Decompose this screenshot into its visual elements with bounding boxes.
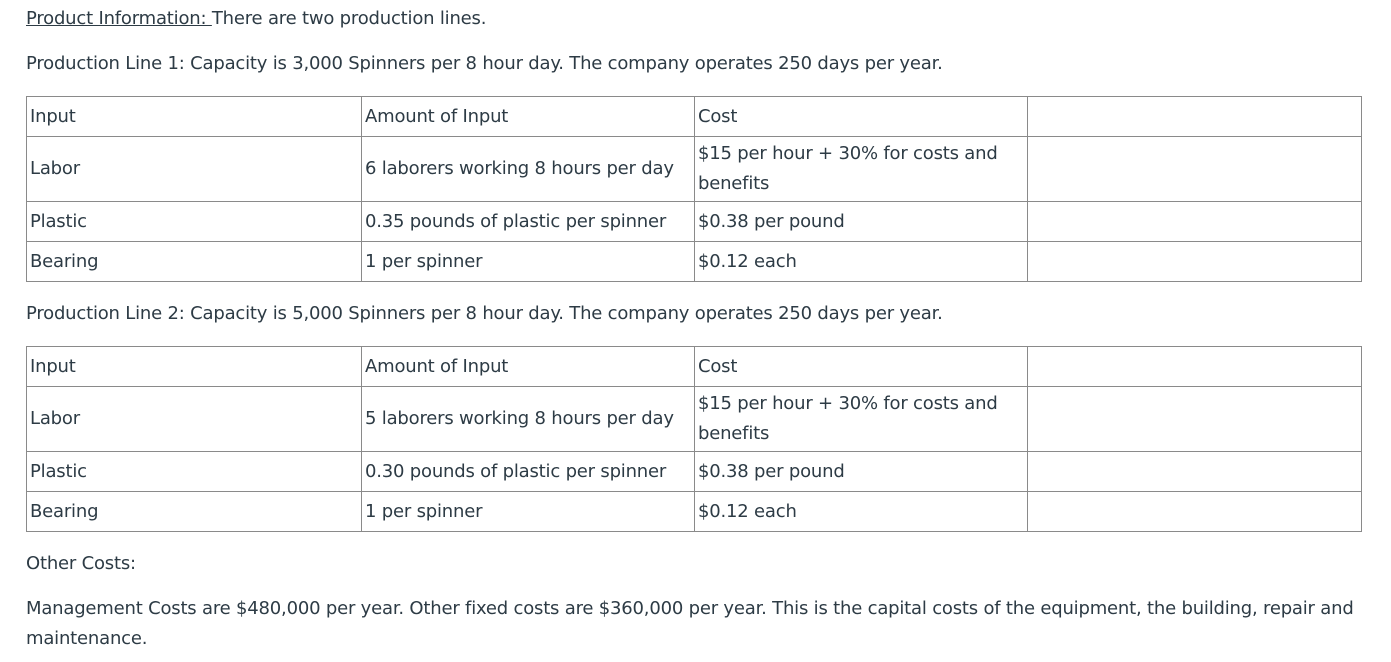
cell-amount: 5 laborers working 8 hours per day xyxy=(362,387,695,452)
column-header-empty xyxy=(1028,97,1362,137)
line2-heading: Production Line 2: Capacity is 5,000 Spinners per 8 hour day. The company operates 250 days per year. xyxy=(26,303,943,324)
cell-input: Labor xyxy=(27,137,362,202)
cell-input: Bearing xyxy=(27,492,362,532)
line2-table xyxy=(26,346,1362,532)
table-row xyxy=(27,452,1362,492)
cell-cost: $0.12 each xyxy=(695,492,1028,532)
cell-cost: $0.12 each xyxy=(695,242,1028,282)
column-header-cost: Cost xyxy=(695,347,1028,387)
cell-amount: 0.30 pounds of plastic per spinner xyxy=(362,452,695,492)
column-header-cost: Cost xyxy=(695,97,1028,137)
cell-cost: $0.38 per pound xyxy=(695,202,1028,242)
table-header-row xyxy=(27,97,1362,137)
cell-extra xyxy=(1028,242,1362,282)
column-header-input: Input xyxy=(27,97,362,137)
cell-cost: $0.38 per pound xyxy=(695,452,1028,492)
table-header-row xyxy=(27,347,1362,387)
other-costs-text: Management Costs are $480,000 per year. Other fixed costs are $360,000 per year. This is the capital costs of the equipment, the building, repair and maintenance. xyxy=(26,598,1354,649)
table-row xyxy=(27,492,1362,532)
intro-text: There are two production lines. xyxy=(211,8,487,29)
cell-extra xyxy=(1028,202,1362,242)
cell-input: Bearing xyxy=(27,242,362,282)
cell-amount: 1 per spinner xyxy=(362,492,695,532)
table-row xyxy=(27,387,1362,452)
cell-amount: 1 per spinner xyxy=(362,242,695,282)
line1-table xyxy=(26,96,1362,282)
other-costs-heading: Other Costs: xyxy=(26,553,136,574)
cell-cost: $15 per hour + 30% for costs and benefits xyxy=(695,137,1028,202)
cell-extra xyxy=(1028,452,1362,492)
table-row xyxy=(27,137,1362,202)
column-header-empty xyxy=(1028,347,1362,387)
cell-amount: 0.35 pounds of plastic per spinner xyxy=(362,202,695,242)
cell-extra xyxy=(1028,137,1362,202)
cell-input: Plastic xyxy=(27,202,362,242)
cell-amount: 6 laborers working 8 hours per day xyxy=(362,137,695,202)
cell-input: Plastic xyxy=(27,452,362,492)
intro-label: Product Information: xyxy=(26,8,212,29)
column-header-amount: Amount of Input xyxy=(362,347,695,387)
intro-paragraph xyxy=(26,4,486,34)
line1-heading: Production Line 1: Capacity is 3,000 Spinners per 8 hour day. The company operates 250 days per year. xyxy=(26,53,943,74)
column-header-amount: Amount of Input xyxy=(362,97,695,137)
table-row xyxy=(27,242,1362,282)
table-row xyxy=(27,202,1362,242)
cell-extra xyxy=(1028,387,1362,452)
cell-extra xyxy=(1028,492,1362,532)
cell-input: Labor xyxy=(27,387,362,452)
column-header-input: Input xyxy=(27,347,362,387)
cell-cost: $15 per hour + 30% for costs and benefits xyxy=(695,387,1028,452)
